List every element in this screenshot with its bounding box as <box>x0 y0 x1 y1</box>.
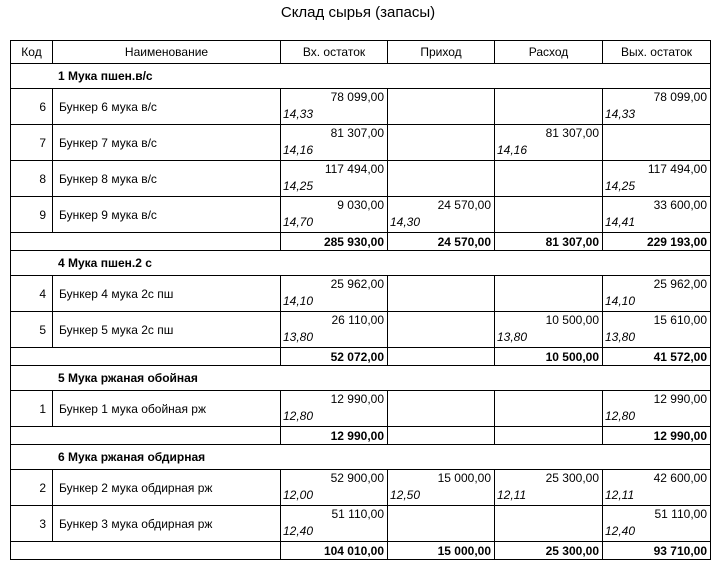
item-expense-cell <box>495 470 603 506</box>
item-closing-amount: 25 962,00 <box>653 277 707 291</box>
item-opening-price: 14,10 <box>283 294 314 308</box>
item-closing-cell <box>603 391 711 427</box>
header-closing: Вых. остаток <box>603 41 711 64</box>
item-code: 8 <box>11 161 53 197</box>
group-total-income <box>388 348 495 366</box>
item-opening-amount: 81 307,00 <box>330 126 384 140</box>
group-total-opening: 104 010,00 <box>281 542 388 560</box>
item-expense-price <box>495 524 602 539</box>
item-code: 2 <box>11 470 53 506</box>
item-opening-amount: 25 962,00 <box>330 277 384 291</box>
item-opening-price: 13,80 <box>283 330 314 344</box>
total-blank <box>53 348 281 366</box>
item-opening-amount: 51 110,00 <box>331 507 384 521</box>
group-total-opening: 12 990,00 <box>281 427 388 445</box>
item-expense-amount <box>495 277 602 292</box>
item-code: 3 <box>11 506 53 542</box>
item-closing-cell <box>603 125 711 161</box>
item-expense-amount <box>495 162 602 177</box>
item-expense-price: 13,80 <box>497 330 528 344</box>
item-closing-cell <box>603 197 711 233</box>
group-total-row <box>11 233 711 251</box>
item-income-amount: 24 570,00 <box>437 198 491 212</box>
group-total-expense: 10 500,00 <box>495 348 603 366</box>
item-income-price <box>388 330 494 345</box>
item-income-cell <box>388 276 495 312</box>
item-closing-price: 14,33 <box>605 107 636 121</box>
item-expense-cell <box>495 161 603 197</box>
item-closing-cell <box>603 89 711 125</box>
item-income-price <box>388 524 494 539</box>
item-expense-cell <box>495 125 603 161</box>
item-closing-amount: 51 110,00 <box>654 507 707 521</box>
item-expense-cell <box>495 197 603 233</box>
item-income-price: 14,30 <box>390 215 421 229</box>
item-expense-cell <box>495 312 603 348</box>
item-income-amount <box>388 162 494 177</box>
group-row <box>11 366 711 391</box>
group-total-row <box>11 348 711 366</box>
group-total-closing: 12 990,00 <box>603 427 711 445</box>
item-closing-amount: 78 099,00 <box>653 90 707 104</box>
group-total-opening: 285 930,00 <box>281 233 388 251</box>
stock-report-table <box>10 40 711 560</box>
item-opening-amount: 9 030,00 <box>337 198 384 212</box>
item-closing-price <box>603 143 710 158</box>
item-code: 5 <box>11 312 53 348</box>
item-expense-amount: 10 500,00 <box>545 313 599 327</box>
item-income-amount: 15 000,00 <box>437 471 491 485</box>
item-code: 9 <box>11 197 53 233</box>
item-expense-amount <box>495 507 602 522</box>
item-income-cell <box>388 391 495 427</box>
item-opening-cell <box>281 312 388 348</box>
total-blank <box>53 542 281 560</box>
table-row <box>11 312 711 348</box>
item-expense-price <box>495 107 602 122</box>
group-total-row <box>11 427 711 445</box>
item-closing-cell <box>603 276 711 312</box>
total-blank <box>53 233 281 251</box>
item-expense-cell <box>495 506 603 542</box>
item-expense-cell <box>495 391 603 427</box>
table-row <box>11 89 711 125</box>
item-closing-price: 12,80 <box>605 409 636 423</box>
item-income-price <box>388 143 494 158</box>
group-row <box>11 251 711 276</box>
item-code: 7 <box>11 125 53 161</box>
item-code: 1 <box>11 391 53 427</box>
item-opening-amount: 26 110,00 <box>331 313 384 327</box>
item-closing-amount: 42 600,00 <box>653 471 707 485</box>
table-row <box>11 276 711 312</box>
item-closing-amount: 12 990,00 <box>653 392 707 406</box>
item-income-amount <box>388 126 494 141</box>
item-opening-price: 14,25 <box>283 179 314 193</box>
item-income-cell <box>388 125 495 161</box>
item-income-price: 12,50 <box>390 488 421 502</box>
group-total-income: 15 000,00 <box>388 542 495 560</box>
item-income-amount <box>388 277 494 292</box>
item-closing-price: 12,11 <box>605 488 635 502</box>
item-closing-cell <box>603 312 711 348</box>
item-name: Бункер 9 мука в/с <box>53 197 281 233</box>
item-income-price <box>388 107 494 122</box>
item-code: 4 <box>11 276 53 312</box>
item-name: Бункер 8 мука в/с <box>53 161 281 197</box>
item-income-price <box>388 409 494 424</box>
item-opening-cell <box>281 276 388 312</box>
group-total-expense: 25 300,00 <box>495 542 603 560</box>
header-expense: Расход <box>495 41 603 64</box>
item-opening-price: 14,33 <box>283 107 314 121</box>
item-closing-price: 12,40 <box>605 524 636 538</box>
item-closing-price: 13,80 <box>605 330 636 344</box>
item-name: Бункер 2 мука обдирная рж <box>53 470 281 506</box>
header-income: Приход <box>388 41 495 64</box>
item-name: Бункер 6 мука в/с <box>53 89 281 125</box>
table-row <box>11 470 711 506</box>
item-expense-price: 14,16 <box>497 143 528 157</box>
item-income-amount <box>388 313 494 328</box>
item-expense-price <box>495 294 602 309</box>
item-opening-cell <box>281 506 388 542</box>
item-opening-price: 14,16 <box>283 143 314 157</box>
group-row <box>11 445 711 470</box>
item-name: Бункер 7 мука в/с <box>53 125 281 161</box>
total-blank <box>11 233 53 251</box>
item-income-price <box>388 179 494 194</box>
item-expense-amount <box>495 392 602 407</box>
item-expense-cell <box>495 276 603 312</box>
group-label: 6 Мука ржаная обдирная <box>11 445 711 470</box>
item-closing-cell <box>603 506 711 542</box>
item-income-cell <box>388 161 495 197</box>
item-expense-amount: 81 307,00 <box>545 126 599 140</box>
item-closing-amount: 117 494,00 <box>647 162 707 176</box>
item-income-cell <box>388 470 495 506</box>
table-row <box>11 506 711 542</box>
item-closing-amount: 33 600,00 <box>653 198 707 212</box>
group-total-closing: 41 572,00 <box>603 348 711 366</box>
item-closing-cell <box>603 161 711 197</box>
table-row <box>11 125 711 161</box>
item-name: Бункер 5 мука 2с пш <box>53 312 281 348</box>
item-opening-amount: 52 900,00 <box>330 471 384 485</box>
item-code: 6 <box>11 89 53 125</box>
item-opening-cell <box>281 391 388 427</box>
header-opening: Вх. остаток <box>281 41 388 64</box>
total-blank <box>11 542 53 560</box>
item-income-cell <box>388 312 495 348</box>
group-total-income <box>388 427 495 445</box>
group-label: 4 Мука пшен.2 с <box>11 251 711 276</box>
item-income-amount <box>388 392 494 407</box>
item-income-price <box>388 294 494 309</box>
item-opening-cell <box>281 89 388 125</box>
table-row <box>11 197 711 233</box>
item-expense-amount <box>495 90 602 105</box>
item-opening-price: 14,70 <box>283 215 314 229</box>
item-expense-price: 12,11 <box>497 488 527 502</box>
item-income-cell <box>388 506 495 542</box>
table-header-row <box>11 41 711 64</box>
item-opening-amount: 12 990,00 <box>330 392 384 406</box>
table-row <box>11 391 711 427</box>
item-opening-amount: 78 099,00 <box>330 90 384 104</box>
item-expense-price <box>495 179 602 194</box>
item-opening-price: 12,40 <box>283 524 314 538</box>
item-closing-amount: 15 610,00 <box>653 313 707 327</box>
table-row <box>11 161 711 197</box>
item-expense-amount <box>495 198 602 213</box>
item-opening-amount: 117 494,00 <box>324 162 384 176</box>
group-total-expense <box>495 427 603 445</box>
item-opening-price: 12,80 <box>283 409 314 423</box>
item-closing-amount <box>603 126 710 141</box>
total-blank <box>11 427 53 445</box>
group-total-row <box>11 542 711 560</box>
group-total-income: 24 570,00 <box>388 233 495 251</box>
item-name: Бункер 1 мука обойная рж <box>53 391 281 427</box>
group-label: 5 Мука ржаная обойная <box>11 366 711 391</box>
header-name: Наименование <box>53 41 281 64</box>
item-closing-cell <box>603 470 711 506</box>
item-name: Бункер 4 мука 2с пш <box>53 276 281 312</box>
item-income-amount <box>388 507 494 522</box>
header-code: Код <box>11 41 53 64</box>
report-title: Склад сырья (запасы) <box>280 4 436 21</box>
group-total-closing: 93 710,00 <box>603 542 711 560</box>
item-expense-cell <box>495 89 603 125</box>
item-opening-price: 12,00 <box>283 488 314 502</box>
group-total-closing: 229 193,00 <box>603 233 711 251</box>
item-income-cell <box>388 89 495 125</box>
item-opening-cell <box>281 125 388 161</box>
item-name: Бункер 3 мука обдирная рж <box>53 506 281 542</box>
total-blank <box>53 427 281 445</box>
item-income-amount <box>388 90 494 105</box>
group-row <box>11 64 711 89</box>
item-expense-price <box>495 215 602 230</box>
item-expense-price <box>495 409 602 424</box>
item-income-cell <box>388 197 495 233</box>
item-opening-cell <box>281 197 388 233</box>
item-closing-price: 14,41 <box>605 215 636 229</box>
total-blank <box>11 348 53 366</box>
item-closing-price: 14,25 <box>605 179 636 193</box>
group-total-expense: 81 307,00 <box>495 233 603 251</box>
item-closing-price: 14,10 <box>605 294 636 308</box>
item-opening-cell <box>281 161 388 197</box>
item-opening-cell <box>281 470 388 506</box>
group-label: 1 Мука пшен.в/с <box>11 64 711 89</box>
item-expense-amount: 25 300,00 <box>545 471 599 485</box>
group-total-opening: 52 072,00 <box>281 348 388 366</box>
